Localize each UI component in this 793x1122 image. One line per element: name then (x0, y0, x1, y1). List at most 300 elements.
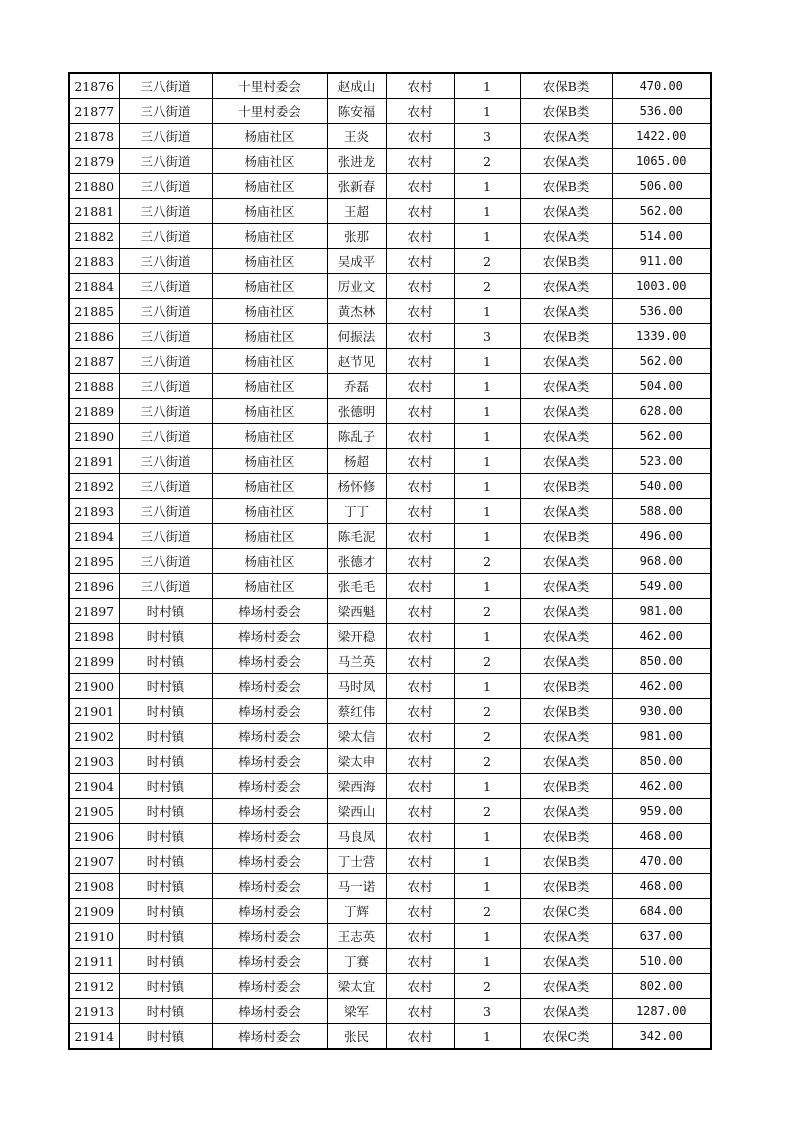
household-size-cell: 2 (454, 599, 520, 624)
community-cell: 杨庙社区 (212, 274, 327, 299)
name-cell: 张毛毛 (327, 574, 386, 599)
insurance-category-cell: 农保B类 (520, 524, 612, 549)
community-cell: 棒场村委会 (212, 799, 327, 824)
residence-type-cell: 农村 (386, 524, 454, 549)
street-cell: 时村镇 (119, 699, 212, 724)
name-cell: 张德明 (327, 399, 386, 424)
household-size-cell: 2 (454, 749, 520, 774)
street-cell: 三八街道 (119, 374, 212, 399)
insurance-category-cell: 农保A类 (520, 924, 612, 949)
street-cell: 时村镇 (119, 874, 212, 899)
name-cell: 梁太申 (327, 749, 386, 774)
community-cell: 杨庙社区 (212, 124, 327, 149)
street-cell: 三八街道 (119, 99, 212, 124)
row-number-cell: 21910 (69, 924, 119, 949)
insurance-category-cell: 农保A类 (520, 599, 612, 624)
community-cell: 棒场村委会 (212, 849, 327, 874)
table-row (69, 249, 711, 274)
row-number-cell: 21885 (69, 299, 119, 324)
name-cell: 丁辉 (327, 899, 386, 924)
community-cell: 杨庙社区 (212, 174, 327, 199)
household-size-cell: 2 (454, 974, 520, 999)
row-number-cell: 21900 (69, 674, 119, 699)
name-cell: 赵成山 (327, 73, 386, 99)
amount-cell: 1003.00 (612, 274, 711, 299)
name-cell: 黄杰林 (327, 299, 386, 324)
insurance-category-cell: 农保A类 (520, 799, 612, 824)
amount-cell: 1339.00 (612, 324, 711, 349)
street-cell: 时村镇 (119, 999, 212, 1024)
community-cell: 棒场村委会 (212, 774, 327, 799)
table-row (69, 549, 711, 574)
table-row (69, 524, 711, 549)
community-cell: 棒场村委会 (212, 824, 327, 849)
amount-cell: 930.00 (612, 699, 711, 724)
community-cell: 棒场村委会 (212, 899, 327, 924)
table-row (69, 499, 711, 524)
table-row (69, 73, 711, 99)
community-cell: 杨庙社区 (212, 224, 327, 249)
residence-type-cell: 农村 (386, 574, 454, 599)
table-row (69, 824, 711, 849)
insurance-category-cell: 农保B类 (520, 474, 612, 499)
residence-type-cell: 农村 (386, 349, 454, 374)
insurance-category-cell: 农保A类 (520, 224, 612, 249)
insurance-category-cell: 农保A类 (520, 624, 612, 649)
insurance-category-cell: 农保A类 (520, 949, 612, 974)
table-row (69, 474, 711, 499)
street-cell: 时村镇 (119, 749, 212, 774)
row-number-cell: 21897 (69, 599, 119, 624)
community-cell: 棒场村委会 (212, 749, 327, 774)
amount-cell: 850.00 (612, 649, 711, 674)
street-cell: 三八街道 (119, 174, 212, 199)
row-number-cell: 21898 (69, 624, 119, 649)
insurance-category-cell: 农保B类 (520, 774, 612, 799)
name-cell: 杨超 (327, 449, 386, 474)
row-number-cell: 21908 (69, 874, 119, 899)
table-row (69, 574, 711, 599)
community-cell: 杨庙社区 (212, 374, 327, 399)
table-row (69, 299, 711, 324)
insurance-category-cell: 农保B类 (520, 174, 612, 199)
insurance-category-cell: 农保A类 (520, 274, 612, 299)
insurance-category-cell: 农保C类 (520, 899, 612, 924)
amount-cell: 514.00 (612, 224, 711, 249)
name-cell: 丁赛 (327, 949, 386, 974)
name-cell: 马时凤 (327, 674, 386, 699)
row-number-cell: 21879 (69, 149, 119, 174)
insurance-category-cell: 农保A类 (520, 299, 612, 324)
residence-type-cell: 农村 (386, 474, 454, 499)
row-number-cell: 21895 (69, 549, 119, 574)
household-size-cell: 1 (454, 224, 520, 249)
residence-type-cell: 农村 (386, 199, 454, 224)
residence-type-cell: 农村 (386, 499, 454, 524)
residence-type-cell: 农村 (386, 749, 454, 774)
insurance-category-cell: 农保A类 (520, 499, 612, 524)
household-size-cell: 2 (454, 649, 520, 674)
name-cell: 乔磊 (327, 374, 386, 399)
name-cell: 王炎 (327, 124, 386, 149)
row-number-cell: 21888 (69, 374, 119, 399)
amount-cell: 959.00 (612, 799, 711, 824)
insurance-category-cell: 农保B类 (520, 99, 612, 124)
row-number-cell: 21881 (69, 199, 119, 224)
household-size-cell: 1 (454, 1024, 520, 1050)
insurance-category-cell: 农保A类 (520, 724, 612, 749)
table-row (69, 849, 711, 874)
amount-cell: 1065.00 (612, 149, 711, 174)
residence-type-cell: 农村 (386, 149, 454, 174)
row-number-cell: 21886 (69, 324, 119, 349)
table-row (69, 124, 711, 149)
residence-type-cell: 农村 (386, 274, 454, 299)
amount-cell: 968.00 (612, 549, 711, 574)
table-row (69, 424, 711, 449)
row-number-cell: 21903 (69, 749, 119, 774)
row-number-cell: 21893 (69, 499, 119, 524)
amount-cell: 536.00 (612, 99, 711, 124)
records-table (68, 72, 712, 1050)
name-cell: 陈安福 (327, 99, 386, 124)
amount-cell: 850.00 (612, 749, 711, 774)
amount-cell: 549.00 (612, 574, 711, 599)
community-cell: 棒场村委会 (212, 999, 327, 1024)
row-number-cell: 21905 (69, 799, 119, 824)
name-cell: 张进龙 (327, 149, 386, 174)
residence-type-cell: 农村 (386, 624, 454, 649)
residence-type-cell: 农村 (386, 899, 454, 924)
amount-cell: 802.00 (612, 974, 711, 999)
table-row (69, 749, 711, 774)
table-row (69, 724, 711, 749)
row-number-cell: 21887 (69, 349, 119, 374)
insurance-category-cell: 农保B类 (520, 874, 612, 899)
street-cell: 时村镇 (119, 1024, 212, 1050)
row-number-cell: 21878 (69, 124, 119, 149)
residence-type-cell: 农村 (386, 949, 454, 974)
row-number-cell: 21889 (69, 399, 119, 424)
amount-cell: 523.00 (612, 449, 711, 474)
amount-cell: 504.00 (612, 374, 711, 399)
street-cell: 时村镇 (119, 899, 212, 924)
community-cell: 杨庙社区 (212, 549, 327, 574)
household-size-cell: 1 (454, 924, 520, 949)
street-cell: 三八街道 (119, 149, 212, 174)
table-row (69, 774, 711, 799)
row-number-cell: 21876 (69, 73, 119, 99)
name-cell: 何振法 (327, 324, 386, 349)
name-cell: 梁西海 (327, 774, 386, 799)
row-number-cell: 21892 (69, 474, 119, 499)
amount-cell: 628.00 (612, 399, 711, 424)
insurance-category-cell: 农保A类 (520, 749, 612, 774)
table-row (69, 899, 711, 924)
amount-cell: 468.00 (612, 824, 711, 849)
household-size-cell: 1 (454, 474, 520, 499)
street-cell: 时村镇 (119, 849, 212, 874)
row-number-cell: 21882 (69, 224, 119, 249)
residence-type-cell: 农村 (386, 974, 454, 999)
community-cell: 十里村委会 (212, 99, 327, 124)
insurance-category-cell: 农保B类 (520, 324, 612, 349)
residence-type-cell: 农村 (386, 599, 454, 624)
row-number-cell: 21891 (69, 449, 119, 474)
residence-type-cell: 农村 (386, 224, 454, 249)
amount-cell: 1287.00 (612, 999, 711, 1024)
row-number-cell: 21904 (69, 774, 119, 799)
residence-type-cell: 农村 (386, 449, 454, 474)
community-cell: 棒场村委会 (212, 1024, 327, 1050)
name-cell: 马兰英 (327, 649, 386, 674)
residence-type-cell: 农村 (386, 374, 454, 399)
row-number-cell: 21880 (69, 174, 119, 199)
household-size-cell: 1 (454, 874, 520, 899)
street-cell: 时村镇 (119, 599, 212, 624)
household-size-cell: 1 (454, 949, 520, 974)
household-size-cell: 2 (454, 249, 520, 274)
residence-type-cell: 农村 (386, 824, 454, 849)
household-size-cell: 1 (454, 824, 520, 849)
name-cell: 梁西山 (327, 799, 386, 824)
community-cell: 杨庙社区 (212, 424, 327, 449)
community-cell: 棒场村委会 (212, 649, 327, 674)
insurance-category-cell: 农保A类 (520, 999, 612, 1024)
table-row (69, 1024, 711, 1050)
street-cell: 时村镇 (119, 774, 212, 799)
community-cell: 杨庙社区 (212, 299, 327, 324)
row-number-cell: 21907 (69, 849, 119, 874)
household-size-cell: 1 (454, 199, 520, 224)
insurance-category-cell: 农保A类 (520, 374, 612, 399)
street-cell: 三八街道 (119, 549, 212, 574)
table-row (69, 624, 711, 649)
residence-type-cell: 农村 (386, 1024, 454, 1050)
insurance-category-cell: 农保B类 (520, 73, 612, 99)
row-number-cell: 21912 (69, 974, 119, 999)
street-cell: 三八街道 (119, 349, 212, 374)
name-cell: 梁开稳 (327, 624, 386, 649)
community-cell: 杨庙社区 (212, 499, 327, 524)
table-row (69, 599, 711, 624)
insurance-category-cell: 农保A类 (520, 124, 612, 149)
community-cell: 棒场村委会 (212, 699, 327, 724)
name-cell: 赵节见 (327, 349, 386, 374)
household-size-cell: 2 (454, 699, 520, 724)
insurance-category-cell: 农保A类 (520, 549, 612, 574)
name-cell: 吴成平 (327, 249, 386, 274)
amount-cell: 536.00 (612, 299, 711, 324)
table-row (69, 799, 711, 824)
street-cell: 三八街道 (119, 249, 212, 274)
table-row (69, 674, 711, 699)
table-row (69, 199, 711, 224)
amount-cell: 506.00 (612, 174, 711, 199)
community-cell: 棒场村委会 (212, 974, 327, 999)
residence-type-cell: 农村 (386, 424, 454, 449)
table-row (69, 699, 711, 724)
community-cell: 棒场村委会 (212, 874, 327, 899)
row-number-cell: 21911 (69, 949, 119, 974)
street-cell: 三八街道 (119, 399, 212, 424)
name-cell: 梁军 (327, 999, 386, 1024)
community-cell: 杨庙社区 (212, 399, 327, 424)
household-size-cell: 2 (454, 799, 520, 824)
name-cell: 马良凤 (327, 824, 386, 849)
table-row (69, 324, 711, 349)
residence-type-cell: 农村 (386, 124, 454, 149)
name-cell: 梁太信 (327, 724, 386, 749)
table-row (69, 449, 711, 474)
insurance-category-cell: 农保A类 (520, 449, 612, 474)
name-cell: 厉业文 (327, 274, 386, 299)
amount-cell: 981.00 (612, 724, 711, 749)
street-cell: 时村镇 (119, 624, 212, 649)
amount-cell: 510.00 (612, 949, 711, 974)
amount-cell: 684.00 (612, 899, 711, 924)
amount-cell: 470.00 (612, 849, 711, 874)
street-cell: 三八街道 (119, 499, 212, 524)
name-cell: 陈毛泥 (327, 524, 386, 549)
household-size-cell: 1 (454, 73, 520, 99)
amount-cell: 911.00 (612, 249, 711, 274)
household-size-cell: 3 (454, 324, 520, 349)
residence-type-cell: 农村 (386, 649, 454, 674)
community-cell: 杨庙社区 (212, 324, 327, 349)
community-cell: 杨庙社区 (212, 524, 327, 549)
row-number-cell: 21914 (69, 1024, 119, 1050)
name-cell: 张德才 (327, 549, 386, 574)
table-row (69, 649, 711, 674)
amount-cell: 1422.00 (612, 124, 711, 149)
amount-cell: 540.00 (612, 474, 711, 499)
household-size-cell: 1 (454, 624, 520, 649)
table-row (69, 149, 711, 174)
row-number-cell: 21913 (69, 999, 119, 1024)
insurance-category-cell: 农保A类 (520, 399, 612, 424)
household-size-cell: 1 (454, 449, 520, 474)
insurance-category-cell: 农保B类 (520, 249, 612, 274)
street-cell: 时村镇 (119, 924, 212, 949)
name-cell: 王志英 (327, 924, 386, 949)
table-row (69, 999, 711, 1024)
community-cell: 杨庙社区 (212, 474, 327, 499)
community-cell: 棒场村委会 (212, 599, 327, 624)
name-cell: 马一诺 (327, 874, 386, 899)
community-cell: 十里村委会 (212, 73, 327, 99)
street-cell: 三八街道 (119, 474, 212, 499)
insurance-category-cell: 农保A类 (520, 199, 612, 224)
name-cell: 丁士营 (327, 849, 386, 874)
name-cell: 张新春 (327, 174, 386, 199)
community-cell: 杨庙社区 (212, 574, 327, 599)
community-cell: 杨庙社区 (212, 449, 327, 474)
street-cell: 时村镇 (119, 974, 212, 999)
insurance-category-cell: 农保B类 (520, 849, 612, 874)
street-cell: 三八街道 (119, 524, 212, 549)
household-size-cell: 1 (454, 399, 520, 424)
table-row (69, 949, 711, 974)
street-cell: 三八街道 (119, 299, 212, 324)
residence-type-cell: 农村 (386, 249, 454, 274)
household-size-cell: 1 (454, 299, 520, 324)
household-size-cell: 2 (454, 274, 520, 299)
amount-cell: 342.00 (612, 1024, 711, 1050)
street-cell: 三八街道 (119, 224, 212, 249)
household-size-cell: 1 (454, 174, 520, 199)
household-size-cell: 1 (454, 849, 520, 874)
name-cell: 蔡红伟 (327, 699, 386, 724)
table-row (69, 374, 711, 399)
table-row (69, 224, 711, 249)
street-cell: 时村镇 (119, 674, 212, 699)
row-number-cell: 21896 (69, 574, 119, 599)
row-number-cell: 21906 (69, 824, 119, 849)
insurance-category-cell: 农保B类 (520, 824, 612, 849)
insurance-category-cell: 农保A类 (520, 349, 612, 374)
community-cell: 棒场村委会 (212, 724, 327, 749)
amount-cell: 562.00 (612, 349, 711, 374)
residence-type-cell: 农村 (386, 549, 454, 574)
household-size-cell: 3 (454, 124, 520, 149)
amount-cell: 462.00 (612, 624, 711, 649)
row-number-cell: 21909 (69, 899, 119, 924)
street-cell: 三八街道 (119, 124, 212, 149)
community-cell: 棒场村委会 (212, 624, 327, 649)
household-size-cell: 1 (454, 674, 520, 699)
community-cell: 棒场村委会 (212, 674, 327, 699)
residence-type-cell: 农村 (386, 399, 454, 424)
table-row (69, 399, 711, 424)
residence-type-cell: 农村 (386, 999, 454, 1024)
community-cell: 棒场村委会 (212, 924, 327, 949)
residence-type-cell: 农村 (386, 849, 454, 874)
insurance-category-cell: 农保A类 (520, 149, 612, 174)
amount-cell: 468.00 (612, 874, 711, 899)
residence-type-cell: 农村 (386, 324, 454, 349)
amount-cell: 462.00 (612, 674, 711, 699)
amount-cell: 496.00 (612, 524, 711, 549)
street-cell: 时村镇 (119, 724, 212, 749)
household-size-cell: 3 (454, 999, 520, 1024)
insurance-category-cell: 农保B类 (520, 674, 612, 699)
street-cell: 时村镇 (119, 949, 212, 974)
row-number-cell: 21899 (69, 649, 119, 674)
street-cell: 时村镇 (119, 824, 212, 849)
name-cell: 王超 (327, 199, 386, 224)
street-cell: 三八街道 (119, 199, 212, 224)
table-row (69, 99, 711, 124)
name-cell: 张民 (327, 1024, 386, 1050)
residence-type-cell: 农村 (386, 99, 454, 124)
table-row (69, 174, 711, 199)
residence-type-cell: 农村 (386, 774, 454, 799)
household-size-cell: 1 (454, 524, 520, 549)
community-cell: 杨庙社区 (212, 349, 327, 374)
community-cell: 杨庙社区 (212, 149, 327, 174)
name-cell: 梁西魁 (327, 599, 386, 624)
insurance-category-cell: 农保B类 (520, 699, 612, 724)
household-size-cell: 1 (454, 424, 520, 449)
residence-type-cell: 农村 (386, 874, 454, 899)
row-number-cell: 21902 (69, 724, 119, 749)
residence-type-cell: 农村 (386, 799, 454, 824)
insurance-category-cell: 农保A类 (520, 424, 612, 449)
table-row (69, 974, 711, 999)
residence-type-cell: 农村 (386, 174, 454, 199)
amount-cell: 562.00 (612, 199, 711, 224)
